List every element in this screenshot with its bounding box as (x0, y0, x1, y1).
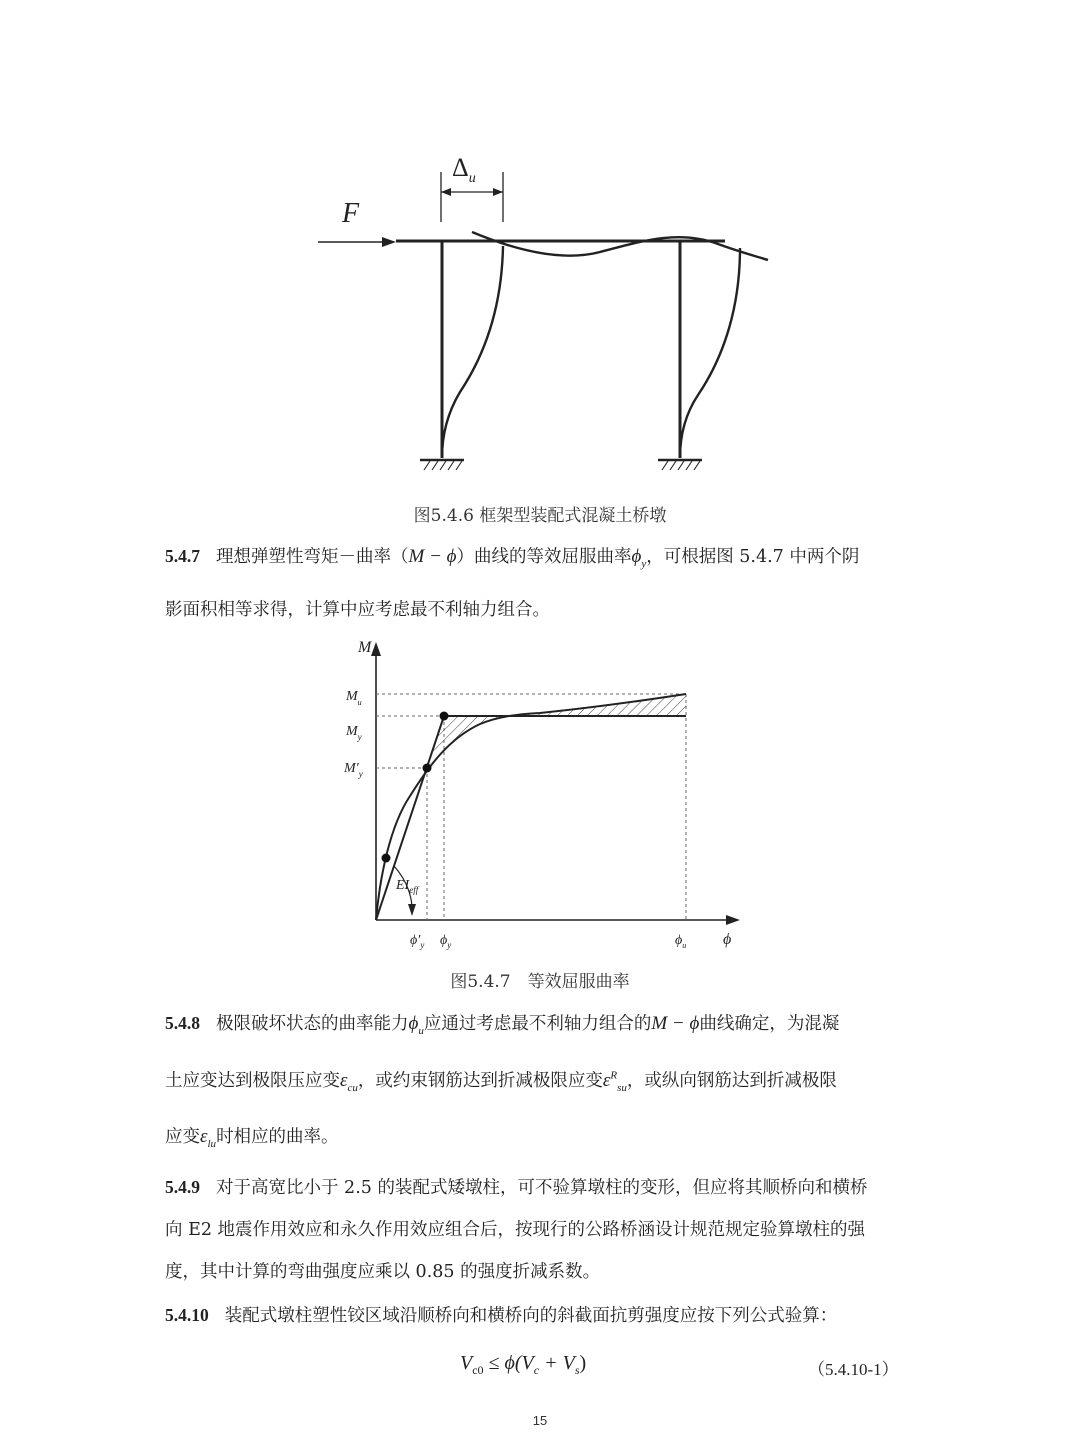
x-axis-arrow (726, 915, 740, 925)
figure-547-caption: 图5.4.7 等效屈服曲率 (450, 972, 630, 992)
shaded-area-lower (427, 716, 510, 768)
math-phi-y: $\phi_y$ (631, 546, 647, 570)
section-549-line2: 向 E2 地震作用效应和永久作用效应组合后，按现行的公路桥涵设计规范规定验算墩柱的强 (165, 1220, 866, 1240)
math-eps-su: $\varepsilon^R_{su}$ (602, 1069, 627, 1094)
section-549-line1 (165, 1174, 867, 1199)
cracking-point (382, 854, 391, 863)
moment-curvature-figure (330, 636, 750, 958)
right-support-hatch (662, 461, 700, 470)
section-5410-line1 (165, 1302, 837, 1327)
equivalent-yield-point (440, 712, 449, 721)
delta-arrow-left (441, 188, 451, 196)
text-548-h: 时相应的曲率。 (216, 1127, 339, 1147)
math-M-phi-2: M − ϕ (651, 1013, 700, 1034)
section-548-number: 5.4.8 (165, 1013, 200, 1033)
phiu-label: $\phi_u$ (675, 933, 687, 950)
y-axis-arrow (371, 642, 381, 656)
section-547-line2: 影面积相等求得，计算中应考虑最不利轴力组合。 (165, 600, 550, 620)
text-548-d: 土应变达到极限压应变 (165, 1071, 340, 1091)
page-number: 15 (532, 1413, 548, 1428)
left-support-hatch (424, 461, 462, 470)
text-548-e: ，或约束钢筋达到折减极限应变 (357, 1071, 603, 1091)
stiffness-angle-arrow (408, 904, 416, 916)
math-M-phi: M − ϕ (408, 546, 457, 567)
figure-546-caption: 图5.4.6 框架型装配式混凝土桥墩 (413, 506, 667, 526)
phiy-label: $\phi_y$ (440, 933, 452, 950)
Mpy-label: $M'_y$ (344, 761, 363, 779)
phipy-label: $\phi'_y$ (410, 933, 425, 950)
math-eps-cu: $\varepsilon_{cu}$ (340, 1070, 358, 1094)
text-548-a: 极限破坏状态的曲率能力 (216, 1014, 409, 1034)
force-label: F (342, 198, 360, 229)
frame-pier-figure (300, 140, 800, 480)
section-548-line3 (165, 1123, 339, 1150)
first-yield-point (423, 764, 432, 773)
section-549-line3: 度，其中计算的弯曲强度应乘以 0.85 的强度折减系数。 (165, 1262, 601, 1282)
force-arrowhead (382, 237, 396, 247)
equation-5410-1: $V_{c0} \le \phi(V_c + V_s)$ (460, 1352, 587, 1377)
section-548-line1 (165, 1010, 839, 1037)
section-549-number: 5.4.9 (165, 1177, 200, 1197)
text-548-c: 曲线确定，为混凝 (699, 1014, 840, 1034)
guide-lines (376, 694, 686, 920)
text-548-b: 应通过考虑最不利轴力组合的 (423, 1014, 652, 1034)
section-5410-number: 5.4.10 (165, 1305, 209, 1325)
deformed-right-column (680, 248, 740, 458)
Mu-label: $M_u$ (346, 689, 362, 707)
text-549-a: 对于高宽比小于 2.5 的装配式矮墩柱，可不验算墩柱的变形，但应将其顺桥向和横桥 (216, 1178, 868, 1198)
text-547-b: ）曲线的等效屈服曲率 (456, 547, 632, 567)
My-label: $M_y$ (346, 724, 362, 742)
math-eps-lu: $\varepsilon_{lu}$ (200, 1126, 217, 1150)
equation-number: （5.4.10-1） (808, 1360, 899, 1379)
axis-phi-label: ϕ (723, 931, 732, 948)
text-548-f: ，或纵向钢筋达到折减极限 (626, 1071, 837, 1091)
moment-curvature-curve (376, 694, 686, 920)
EI-eff-label: $EI_{eff}$ (396, 878, 419, 895)
text-5410-a: 装配式墩柱塑性铰区域沿顺桥向和横桥向的斜截面抗剪强度应按下列公式验算： (224, 1306, 838, 1326)
deformed-beam (472, 232, 768, 260)
deformed-left-column (442, 246, 503, 458)
axis-M-label: M (358, 639, 372, 656)
delta-arrow-right (493, 188, 503, 196)
text-547-c: ，可根据图 5.4.7 中两个阴 (646, 547, 860, 567)
delta-label: $\Delta_u$ (452, 153, 476, 186)
text-547-a: 理想弹塑性弯矩－曲率（ (216, 547, 409, 567)
section-547-number: 5.4.7 (165, 546, 200, 566)
math-phi-u: $\phi_u$ (408, 1013, 424, 1037)
section-547-line1 (165, 543, 859, 570)
text-548-g: 应变 (165, 1127, 200, 1147)
section-548-line2 (165, 1067, 837, 1094)
